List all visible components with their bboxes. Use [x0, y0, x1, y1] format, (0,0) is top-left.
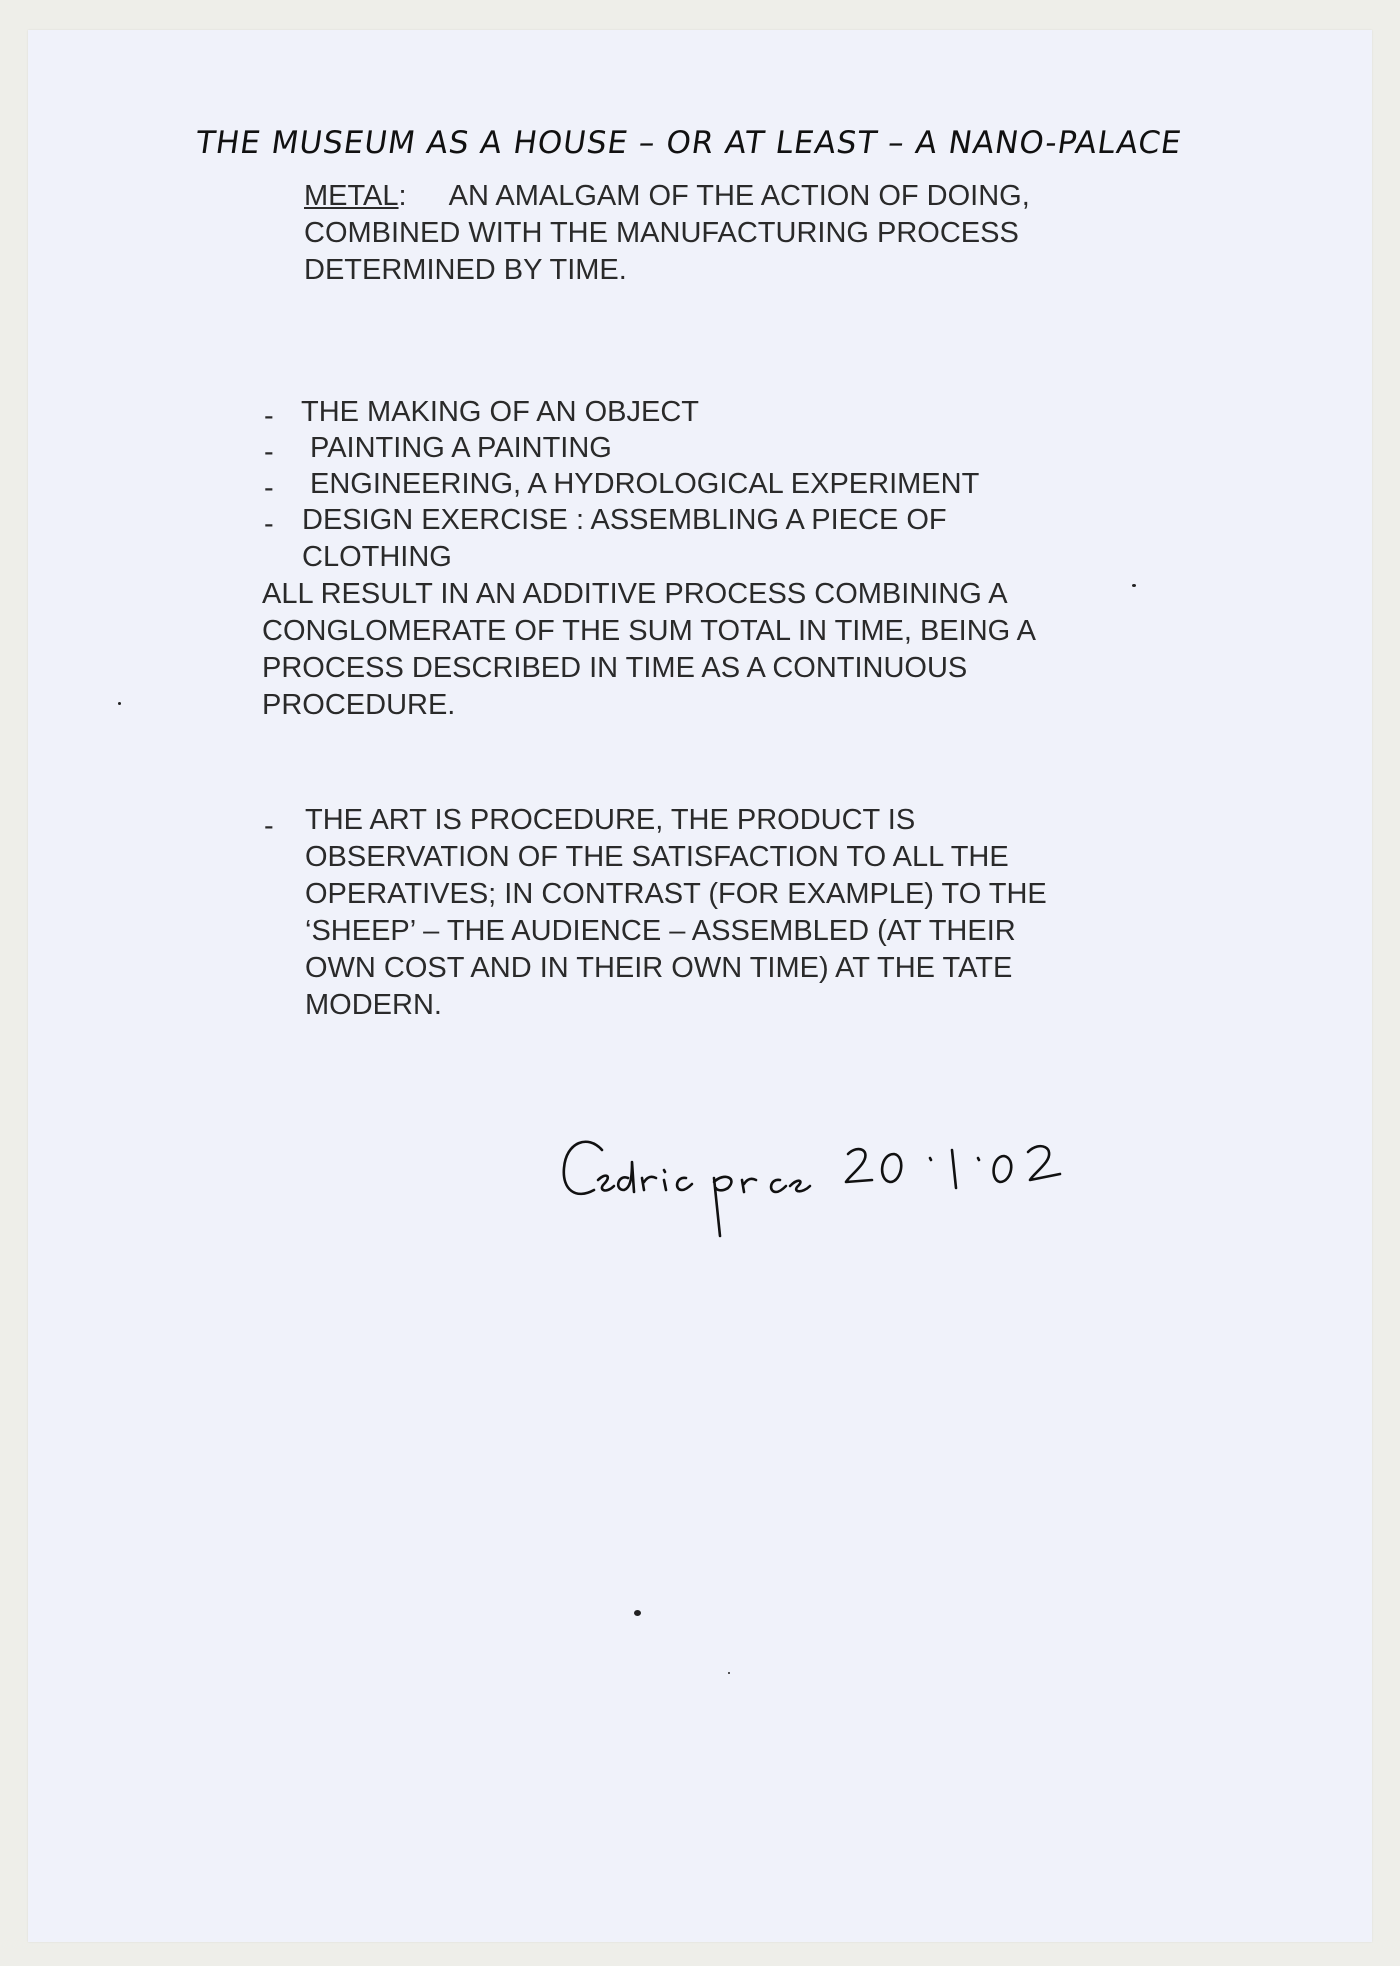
- art-line-5: OWN COST AND IN THEIR OWN TIME) AT THE TATE: [305, 952, 1013, 984]
- art-line-2: OBSERVATION OF THE SATISFACTION TO ALL THE: [305, 841, 1009, 873]
- art-line-3: OPERATIVES; IN CONTRAST (FOR EXAMPLE) TO THE: [305, 878, 1047, 910]
- paragraph-line-4: PROCEDURE.: [262, 689, 456, 721]
- metal-colon: :: [398, 180, 407, 212]
- list-item-4-cont: CLOTHING: [302, 541, 452, 573]
- handwritten-title: THE MUSEUM AS A HOUSE – OR AT LEAST – A NANO-PALACE: [193, 125, 1185, 161]
- art-line-6: MODERN.: [305, 989, 442, 1021]
- list-dash-3: -: [264, 472, 274, 504]
- ink-speck: [118, 702, 121, 705]
- document-page: [28, 30, 1372, 1942]
- list-item-3: ENGINEERING, A HYDROLOGICAL EXPERIMENT: [310, 468, 980, 500]
- metal-line-2: COMBINED WITH THE MANUFACTURING PROCESS: [304, 217, 1019, 249]
- ink-speck: [1132, 584, 1136, 587]
- art-line-1: THE ART IS PROCEDURE, THE PRODUCT IS: [305, 804, 916, 836]
- list-dash-4: -: [264, 508, 274, 540]
- metal-line-3: DETERMINED BY TIME.: [304, 254, 627, 286]
- list-item-2: PAINTING A PAINTING: [310, 432, 612, 464]
- list-dash-2: -: [264, 436, 274, 468]
- signature-drawing: [558, 1128, 1108, 1248]
- paragraph-line-2: CONGLOMERATE OF THE SUM TOTAL IN TIME, BEING A: [262, 615, 1036, 647]
- metal-text-1: AN AMALGAM OF THE ACTION OF DOING,: [448, 180, 1030, 212]
- list-item-4: DESIGN EXERCISE : ASSEMBLING A PIECE OF: [302, 504, 947, 536]
- list-dash-1: -: [264, 400, 274, 432]
- list-item-1: THE MAKING OF AN OBJECT: [301, 396, 699, 428]
- ink-speck: [728, 1672, 730, 1674]
- art-line-4: ‘SHEEP’ – THE AUDIENCE – ASSEMBLED (AT THEIR: [305, 915, 1016, 947]
- paragraph-line-3: PROCESS DESCRIBED IN TIME AS A CONTINUOUS: [262, 652, 968, 684]
- art-dash: -: [264, 810, 274, 842]
- paragraph-line-1: ALL RESULT IN AN ADDITIVE PROCESS COMBINING A: [262, 578, 1008, 610]
- ink-speck: [634, 1610, 641, 1616]
- metal-label: METAL: [304, 180, 399, 212]
- metal-line-1: [304, 178, 1030, 215]
